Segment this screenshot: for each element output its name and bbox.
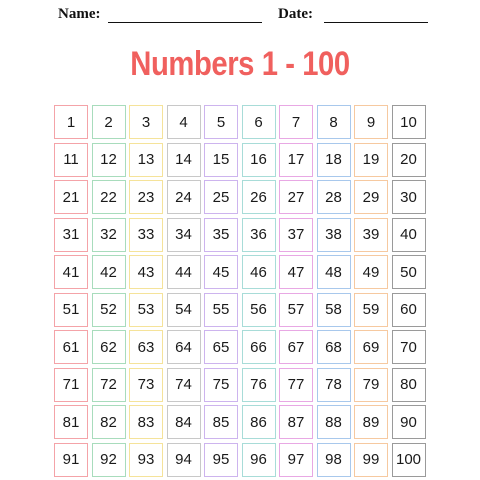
number-cell: 13 bbox=[129, 143, 163, 177]
number-cell: 11 bbox=[54, 143, 88, 177]
number-cell: 59 bbox=[354, 293, 388, 327]
number-cell: 61 bbox=[54, 330, 88, 364]
number-cell: 56 bbox=[242, 293, 276, 327]
number-cell: 47 bbox=[279, 255, 313, 289]
number-cell: 44 bbox=[167, 255, 201, 289]
name-label: Name: bbox=[58, 6, 101, 22]
number-cell: 79 bbox=[354, 368, 388, 402]
number-cell: 20 bbox=[392, 143, 426, 177]
number-cell: 81 bbox=[54, 405, 88, 439]
number-cell: 21 bbox=[54, 180, 88, 214]
number-cell: 57 bbox=[279, 293, 313, 327]
number-cell: 83 bbox=[129, 405, 163, 439]
number-cell: 97 bbox=[279, 443, 313, 477]
number-cell: 71 bbox=[54, 368, 88, 402]
number-cell: 77 bbox=[279, 368, 313, 402]
date-label: Date: bbox=[278, 6, 313, 22]
number-cell: 65 bbox=[204, 330, 238, 364]
number-cell: 4 bbox=[167, 105, 201, 139]
number-cell: 52 bbox=[92, 293, 126, 327]
number-cell: 36 bbox=[242, 218, 276, 252]
number-cell: 16 bbox=[242, 143, 276, 177]
number-cell: 73 bbox=[129, 368, 163, 402]
number-cell: 31 bbox=[54, 218, 88, 252]
number-cell: 9 bbox=[354, 105, 388, 139]
number-cell: 27 bbox=[279, 180, 313, 214]
number-cell: 19 bbox=[354, 143, 388, 177]
worksheet-title: Numbers 1 - 100 bbox=[130, 45, 350, 83]
number-cell: 28 bbox=[317, 180, 351, 214]
number-cell: 91 bbox=[54, 443, 88, 477]
number-cell: 90 bbox=[392, 405, 426, 439]
number-cell: 76 bbox=[242, 368, 276, 402]
number-cell: 51 bbox=[54, 293, 88, 327]
number-cell: 1 bbox=[54, 105, 88, 139]
number-cell: 92 bbox=[92, 443, 126, 477]
number-cell: 96 bbox=[242, 443, 276, 477]
number-cell: 85 bbox=[204, 405, 238, 439]
number-cell: 95 bbox=[204, 443, 238, 477]
number-cell: 15 bbox=[204, 143, 238, 177]
number-cell: 32 bbox=[92, 218, 126, 252]
number-cell: 18 bbox=[317, 143, 351, 177]
number-cell: 84 bbox=[167, 405, 201, 439]
number-cell: 5 bbox=[204, 105, 238, 139]
number-cell: 94 bbox=[167, 443, 201, 477]
number-cell: 45 bbox=[204, 255, 238, 289]
number-cell: 35 bbox=[204, 218, 238, 252]
number-cell: 75 bbox=[204, 368, 238, 402]
number-cell: 68 bbox=[317, 330, 351, 364]
number-cell: 34 bbox=[167, 218, 201, 252]
number-cell: 48 bbox=[317, 255, 351, 289]
number-cell: 87 bbox=[279, 405, 313, 439]
number-cell: 98 bbox=[317, 443, 351, 477]
number-cell: 7 bbox=[279, 105, 313, 139]
number-cell: 43 bbox=[129, 255, 163, 289]
worksheet-header bbox=[58, 6, 428, 26]
number-cell: 80 bbox=[392, 368, 426, 402]
number-cell: 2 bbox=[92, 105, 126, 139]
number-cell: 72 bbox=[92, 368, 126, 402]
number-cell: 82 bbox=[92, 405, 126, 439]
number-cell: 24 bbox=[167, 180, 201, 214]
number-cell: 25 bbox=[204, 180, 238, 214]
number-cell: 64 bbox=[167, 330, 201, 364]
number-cell: 26 bbox=[242, 180, 276, 214]
number-cell: 30 bbox=[392, 180, 426, 214]
number-cell: 67 bbox=[279, 330, 313, 364]
number-cell: 100 bbox=[392, 443, 426, 477]
number-cell: 39 bbox=[354, 218, 388, 252]
number-cell: 78 bbox=[317, 368, 351, 402]
number-cell: 93 bbox=[129, 443, 163, 477]
number-cell: 66 bbox=[242, 330, 276, 364]
number-cell: 55 bbox=[204, 293, 238, 327]
number-cell: 42 bbox=[92, 255, 126, 289]
number-cell: 53 bbox=[129, 293, 163, 327]
number-cell: 99 bbox=[354, 443, 388, 477]
number-cell: 89 bbox=[354, 405, 388, 439]
number-cell: 88 bbox=[317, 405, 351, 439]
number-cell: 46 bbox=[242, 255, 276, 289]
number-cell: 12 bbox=[92, 143, 126, 177]
number-cell: 50 bbox=[392, 255, 426, 289]
number-cell: 40 bbox=[392, 218, 426, 252]
number-cell: 10 bbox=[392, 105, 426, 139]
number-cell: 63 bbox=[129, 330, 163, 364]
number-cell: 6 bbox=[242, 105, 276, 139]
number-cell: 74 bbox=[167, 368, 201, 402]
date-line bbox=[324, 22, 428, 23]
number-cell: 54 bbox=[167, 293, 201, 327]
number-cell: 86 bbox=[242, 405, 276, 439]
number-cell: 17 bbox=[279, 143, 313, 177]
name-line bbox=[108, 22, 262, 23]
hundreds-chart bbox=[54, 105, 426, 477]
number-cell: 41 bbox=[54, 255, 88, 289]
number-cell: 62 bbox=[92, 330, 126, 364]
number-cell: 38 bbox=[317, 218, 351, 252]
number-cell: 37 bbox=[279, 218, 313, 252]
number-cell: 49 bbox=[354, 255, 388, 289]
number-cell: 60 bbox=[392, 293, 426, 327]
number-cell: 33 bbox=[129, 218, 163, 252]
number-cell: 22 bbox=[92, 180, 126, 214]
number-cell: 8 bbox=[317, 105, 351, 139]
number-cell: 3 bbox=[129, 105, 163, 139]
number-cell: 70 bbox=[392, 330, 426, 364]
number-cell: 29 bbox=[354, 180, 388, 214]
number-cell: 23 bbox=[129, 180, 163, 214]
number-cell: 14 bbox=[167, 143, 201, 177]
number-cell: 58 bbox=[317, 293, 351, 327]
number-cell: 69 bbox=[354, 330, 388, 364]
